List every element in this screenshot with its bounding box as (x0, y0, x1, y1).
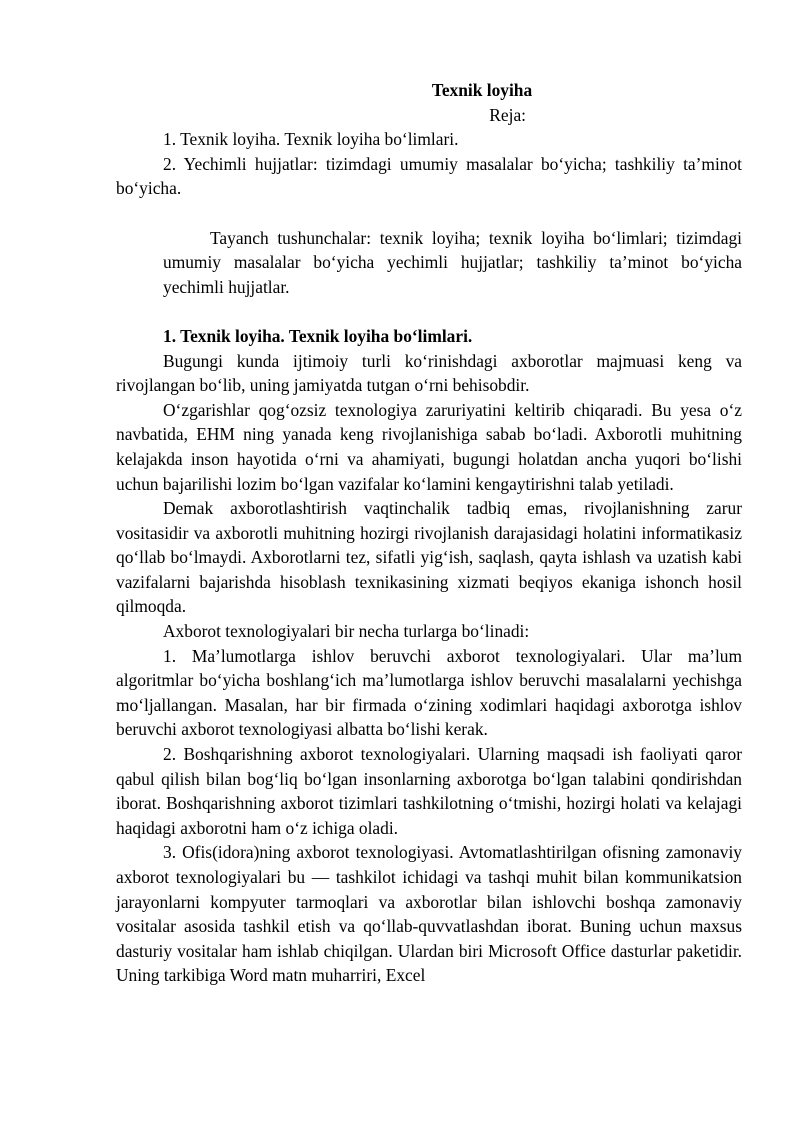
plan-item-2: 2. Yechimli hujjatlar: tizimdagi umumiy masalalar bo‘yicha; tashkiliy ta’minot bo‘yicha. (116, 153, 742, 199)
paragraph: Axborot texnologiyalari bir necha turlarga bo‘linadi: (163, 621, 530, 642)
paragraph: 2. Boshqarishning axborot texnologiyalari. Ularning maqsadi ish faoliyati qaror qabul qilish bilan bog‘liq bo‘lgan insonlarning axborotga bo‘lgan talabini qondirishdan iborat. Boshqarishning axborot tizimlari tashkilotning o‘tmishi, hozirgi holati va kelajagi haqidagi axborotni ham o‘z ichiga oladi. (116, 744, 742, 838)
plan-label: Reja: (489, 104, 526, 125)
paragraph: 1. Ma’lumotlarga ishlov beruvchi axborot texnologiyalari. Ular ma’lum algoritmlar bo‘yicha boshlang‘ich ma’lumotlarga ishlov beruvchi masalalarni yechishga mo‘ljallangan. Masalan, har bir firmada o‘zining xodimlari haqidagi axborotga ishlov beruvchi axborot texnologiyasi albatta bo‘lishi kerak. (116, 645, 742, 740)
paragraph: O‘zgarishlar qog‘ozsiz texnologiya zaruriyatini keltirib chiqaradi. Bu yesa o‘z navbatida, EHM ning yanada keng rivojlanishiga sabab bo‘ladi. Axborotli muhitning kelajakda inson hayotida o‘rni va ahamiyati, bugungi holatdan ancha yuqori bo‘lishi uchun bajarilishi lozim bo‘lgan vazifalar ko‘lamini kengaytirishni talab yetiladi. (116, 399, 742, 494)
document-body (116, 78, 742, 988)
key-concepts: Tayanch tushunchalar: texnik loyiha; texnik loyiha bo‘limlari; tizimdagi umumiy masalalar bo‘yicha yechimli hujjatlar; tashkiliy ta’minot bo‘yicha yechimli hujjatlar. (163, 227, 742, 297)
document-title: Texnik loyiha (431, 80, 533, 100)
section-heading: 1. Texnik loyiha. Texnik loyiha bo‘limlari. (163, 325, 473, 346)
plan-item-1: 1. Texnik loyiha. Texnik loyiha bo‘limlari. (163, 129, 459, 150)
paragraph: Demak axborotlashtirish vaqtinchalik tadbiq emas, rivojlanishning zarur vositasidir va axborotli muhitning hozirgi rivojlanish darajasidagi holatini informatikasiz qo‘llab bo‘lmaydi. Axborotlarni tez, sifatli yig‘ish, saqlash, qayta ishlash va uzatish kabi vazifalarni bajarishda hisoblash texnikasining xizmati beqiyos ekaniga ishonch hosil qilmoqda. (116, 498, 742, 617)
spacer (116, 201, 742, 226)
paragraph: 3. Ofis(idora)ning axborot texnologiyasi. Avtomatlashtirilgan ofisning zamonaviy axborot texnologiyalari bu — tashkilot ichidagi va tashqi muhit bilan kommunikatsion jarayonlarni kompyuter tarmoqlari va axborotlar bilan ishlovchi boshqa zamonaviy vositalar asosida tashkil etish va qo‘llab-quvvatlashdan iborat. Buning uchun maxsus dasturiy vositalar ham ishlab chiqilgan. Ulardan biri Microsoft Office dasturlar paketidir. Uning tarkibiga Word matn muharriri, Excel (116, 842, 742, 986)
spacer (116, 299, 742, 324)
paragraph: Bugungi kunda ijtimoiy turli ko‘rinishdagi axborotlar majmuasi keng va rivojlangan bo‘lib, uning jamiyatda tutgan o‘rni behisobdir. (116, 350, 742, 396)
